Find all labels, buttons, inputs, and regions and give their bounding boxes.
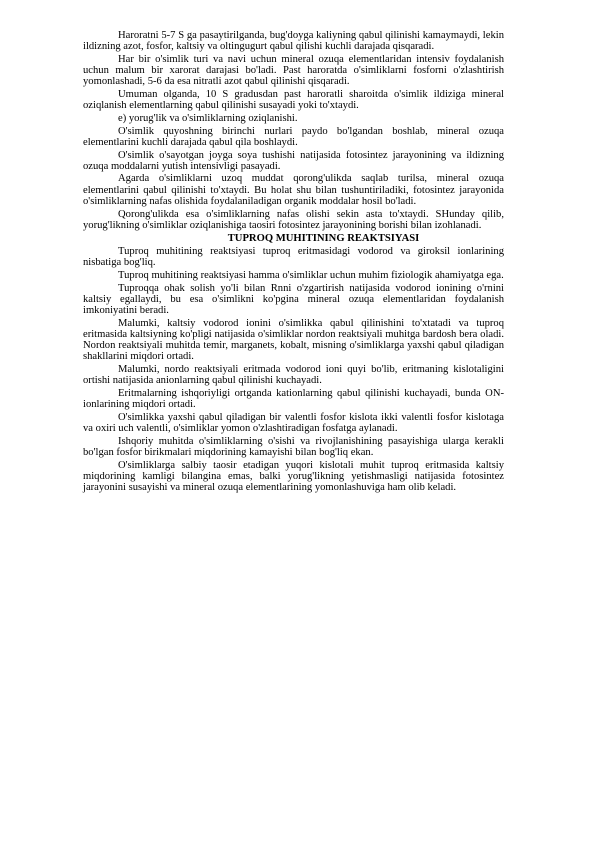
paragraph-acidic-effect: O'simliklarga salbiy taosir etadigan yuqori kislotali muhit tuproq eritmasida kaltsiy miqdorining kamligi bilangina emas, balki yorug'likning yetishmasligi natijasida fotosintez jarayonini susayishi va mineral ozuqa elementlarining yomonlashuviga ham olib keladi. [83, 459, 504, 494]
subheading-light: e) yorug'lik va o'simliklarning oziqlanishi. [118, 112, 298, 124]
paragraph-low-temperature: Umuman olganda, 10 S gradusdan past haroratli sharoitda o'simlik ildiziga mineral oziqlanish elementlarning qabul qilinishi susayadi yoki to'xtaydi. [83, 89, 504, 112]
paragraph-alkaline-phosphorus: Ishqoriy muhitda o'simliklarning o'sishi va rivojlanishining pasayishiga ularga kerakli bo'lgan fosfor birikmalari miqdorining kamayishi bilan bog'liq ekan. [83, 435, 504, 459]
document-page [83, 30, 504, 495]
paragraph-reaction-definition: Tuproq muhitining reaktsiyasi tuproq eritmasidagi vodorod va giroksil ionlarining nisbatiga bog'liq. [83, 246, 504, 269]
paragraph-acid-anions: Malumki, nordo reaktsiyali eritmada vodorod ioni quyi bo'lib, eritmaning kislotaligini ortishi natijasida anionlarning qabul qilinishi kuchayadi. [83, 364, 504, 387]
paragraph-liming: Tuproqqa ohak solish yo'li bilan Rnni o'zgartirish natijasida vodorod ionining o'rnini kaltsiy egallaydi, bu esa o'simlikni ko'pgina mineral ozuqa elementlaridan foydalanish imkoniyatini beradi. [83, 282, 504, 317]
paragraph-darkness-respiration: Qorong'ulikda esa o'simliklarning nafas olishi sekin asta to'xtaydi. SHunday qilib, yorug'likning o'simliklar oziqlanishiga taosiri fotosintez jarayonining borishi bilan izohlanadi. [83, 208, 504, 231]
paragraph-temperature-level: Har bir o'simlik turi va navi uchun mineral ozuqa elementlaridan intensiv foydalanish uchun malum bir xarorat darajasi bo'ladi. Past haroratda o'simliklarni fosforni o'zlashtirish yomonlashadi, 5-6 da esa nitratli azot qabul qilinishi qisqaradi. [83, 53, 504, 88]
paragraph-shade: O'simlik o'sayotgan joyga soya tushishi natijasida fotosintez jarayonining va ildizning ozuqa moddalarni yutish intensivligi pasayadi. [83, 149, 504, 172]
paragraph-calcium: Malumki, kaltsiy vodorod ionini o'simlikka qabul qilinishini to'xtatadi va tuproq eritmasida kaltsiyning ko'pligi natijasida o'simliklar nordon reaktsiyali muhitga bardosh bera oladi. Nordon reaktsiyali muhitda temir, marganets, kobalt, misning o'simliklarga yaxshi qabul qiladigan shakllarini miqdori ortadi. [83, 317, 504, 363]
paragraph-darkness: Agarda o'simliklarni uzoq muddat qorong'ulikda saqlab turilsa, mineral ozuqa elementlarini qabul qilinishi to'xtaydi. Bu holat shu bilan tushuntiriladiki, fotosintez jarayonida o'simliklarning nafas olishida foydalaniladigan organik moddalar hosil bo'ladi. [83, 173, 504, 207]
section-heading: TUPROQ MUHITINING REAKTSIYASI [227, 232, 420, 244]
paragraph-phosphoric-acid: O'simlikka yaxshi qabul qiladigan bir valentli fosfor kislota ikki valentli fosfor kislotaga va oxiri uch valentli, o'simliklar yomon o'zlashtiradigan fosfatga aylanadi. [83, 412, 504, 435]
paragraph-alkaline-cations: Eritmalarning ishqoriyligi ortganda kationlarning qabul qilinishi kuchayadi, bunda ON- ionlarining miqdori ortadi. [83, 388, 504, 411]
paragraph-reaction-importance: Tuproq muhitining reaktsiyasi hamma o'simliklar uchun muhim fiziologik ahamiyatga ega. [118, 270, 504, 282]
paragraph-temperature-wheat: Haroratni 5-7 S ga pasaytirilganda, bug'doyga kaliyning qabul qilinishi kamaymaydi, lekin ildizning azot, fosfor, kaltsiy va oltingugurt qabul qilishi kuchli darajada qisqaradi. [83, 30, 504, 53]
paragraph-sunlight: O'simlik quyoshning birinchi nurlari paydo bo'lgandan boshlab, mineral ozuqa elementlarini kuchli darajada qabul qila boshlaydi. [83, 125, 504, 148]
